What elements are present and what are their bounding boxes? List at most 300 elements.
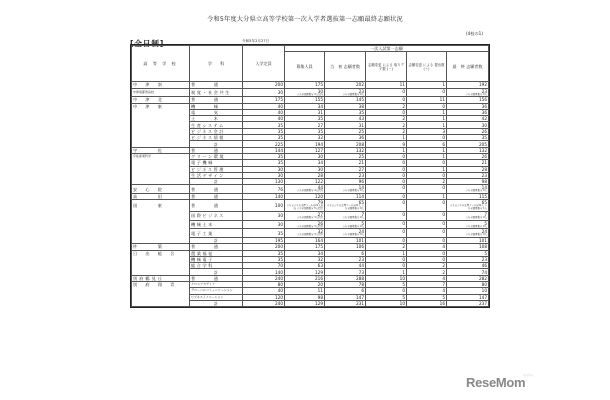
recruit-count: 175 xyxy=(285,82,325,88)
initial-applicants: 78 xyxy=(325,282,366,288)
recruit-count: 164 xyxy=(285,237,325,243)
withdraw-count: 0 xyxy=(366,109,407,115)
final-applicants xyxy=(447,229,489,238)
submit-count: 1 xyxy=(407,166,447,172)
school-name: 国 東 xyxy=(132,200,190,211)
submit-count: 6 xyxy=(407,141,447,147)
final-applicants-value: 65 xyxy=(481,200,487,206)
course-name: 電子工業 xyxy=(190,229,243,238)
initial-applicants xyxy=(325,229,366,238)
final-applicants: 205 xyxy=(447,141,489,147)
submit-count: 0 xyxy=(407,103,447,109)
capacity: 40 xyxy=(243,103,285,109)
page-number: (4校の1) xyxy=(466,31,483,36)
withdraw-count: 10 xyxy=(366,275,407,281)
recruit-count: 98 xyxy=(285,294,325,300)
recruit-count: 194 xyxy=(285,141,325,147)
final-applicants-value: 23 xyxy=(481,88,487,94)
recruit-count: 216 xyxy=(285,275,325,281)
submit-count: 0 xyxy=(407,185,447,194)
final-applicants: 36 xyxy=(447,109,489,115)
initial-applicants xyxy=(325,211,366,220)
course-name: クロスアカデミア xyxy=(190,282,243,288)
final-applicants-value: 5 xyxy=(484,220,487,226)
initial-applicants-value: 24 xyxy=(358,229,364,235)
course-name: ビジネスイノベーション xyxy=(190,294,243,300)
withdraw-count: 0 xyxy=(366,220,407,229)
withdraw-count: 0 xyxy=(366,172,407,178)
course-name: 機械土木 xyxy=(190,220,243,229)
initial-applicants: 101 xyxy=(325,237,366,243)
capacity: 120 xyxy=(243,294,285,300)
resemom-logo-sub: リセマム xyxy=(523,374,533,377)
initial-applicants: 38 xyxy=(325,103,366,109)
capacity: 100 xyxy=(243,200,285,211)
capacity: 35 xyxy=(243,122,285,128)
initial-applicants-note: うち全国募集分 0人 xyxy=(342,92,364,96)
final-applicants: 101 xyxy=(447,237,489,243)
final-applicants-value: 24 xyxy=(481,229,487,235)
submit-count: 0 xyxy=(407,200,447,211)
final-applicants-note: うち全国募集分 0人 xyxy=(465,215,487,219)
header-initial: 当 初 志願者数 xyxy=(325,52,366,82)
withdraw-count: 5 xyxy=(366,294,407,300)
final-applicants: 26 xyxy=(447,128,489,134)
withdraw-count: 0 xyxy=(366,229,407,238)
recruit-count xyxy=(285,229,325,238)
recruit-count: 122 xyxy=(285,179,325,185)
recruit-count: 30 xyxy=(285,153,325,159)
submit-count: 5 xyxy=(407,294,447,300)
table-row xyxy=(132,88,489,97)
capacity: 30 xyxy=(243,172,285,178)
school-name: 中 津 北 xyxy=(132,97,190,103)
course-name: 生活デザイン xyxy=(190,172,243,178)
capacity: 200 xyxy=(243,82,285,88)
recruit-count: 127 xyxy=(285,147,325,153)
initial-applicants: 145 xyxy=(325,97,366,103)
course-name: 電 気 xyxy=(190,109,243,115)
initial-applicants-value: 5 xyxy=(361,220,364,226)
final-applicants xyxy=(447,211,489,220)
course-name: 普 通 xyxy=(190,200,243,211)
section-label: [全日制] xyxy=(130,39,165,48)
initial-applicants-note: うち全国募集分 0人 xyxy=(342,224,364,228)
course-name: 普 通 xyxy=(190,97,243,103)
course-name: 普 通 xyxy=(190,185,243,194)
course-name: 土 木 xyxy=(190,116,243,122)
initial-applicants xyxy=(325,185,366,194)
submit-count: 4 xyxy=(407,244,447,250)
document-title: 令和5年度大分県立高等学校第一次入学者選抜第一志願最終志願状況 xyxy=(207,16,403,23)
final-applicants: 26 xyxy=(447,153,489,159)
submit-count: 0 xyxy=(407,250,447,256)
submit-count: 0 xyxy=(407,160,447,166)
final-applicants: 23 xyxy=(447,172,489,178)
school-name xyxy=(132,229,190,238)
recruit-count: 30 xyxy=(285,166,325,172)
final-applicants: 115 xyxy=(447,194,489,200)
recruit-count-value: 32 xyxy=(317,229,323,235)
school-name: 中 津 東 xyxy=(132,103,190,109)
withdraw-count: 0 xyxy=(366,194,407,200)
recruit-count-note: うち全国募集分 3人程度 xyxy=(296,224,323,228)
capacity: 30 xyxy=(243,88,285,97)
course-name: 普 通 xyxy=(190,147,243,153)
capacity: 70 xyxy=(243,263,285,269)
recruit-count-value: 26 xyxy=(317,220,323,226)
course-name: 総合学科 xyxy=(190,263,243,269)
recruit-count xyxy=(285,88,325,97)
capacity: 35 xyxy=(243,160,285,166)
capacity: 30 xyxy=(243,220,285,229)
recruit-count: 63 xyxy=(285,263,325,269)
course-name: 計 xyxy=(190,300,243,306)
final-applicants: 80 xyxy=(447,282,489,288)
recruit-count: 35 xyxy=(285,116,325,122)
submit-count: 1 xyxy=(407,122,447,128)
initial-applicants: 21 xyxy=(325,160,366,166)
course-name: 計 xyxy=(190,141,243,147)
course-name: 計 xyxy=(190,179,243,185)
withdraw-count: 2 xyxy=(366,116,407,122)
submit-count: 4 xyxy=(407,288,447,294)
header-submit: 志願変更 による 提出数 (＋) xyxy=(407,52,447,82)
course-name: ビジネス会計 xyxy=(190,128,243,134)
withdraw-count: 9 xyxy=(366,141,407,147)
withdraw-count: 0 xyxy=(366,97,407,103)
course-name: 農業福祉 xyxy=(190,250,243,256)
final-applicants: 21 xyxy=(447,160,489,166)
initial-applicants-note: うち全国募集分 0人 xyxy=(342,215,364,219)
initial-applicants: 147 xyxy=(325,294,366,300)
capacity: 175 xyxy=(243,97,285,103)
course-name: ビジネス管理 xyxy=(190,166,243,172)
initial-applicants: 27 xyxy=(325,166,366,172)
capacity: 144 xyxy=(243,147,285,153)
submit-count: 1 xyxy=(407,194,447,200)
submit-count: 4 xyxy=(407,275,447,281)
table-row xyxy=(132,185,489,194)
recruit-count-value: 44 xyxy=(317,185,323,191)
final-applicants: 98 xyxy=(447,179,489,185)
course-name: 国際ビジネス xyxy=(190,211,243,220)
recruit-count-value: 79 xyxy=(317,200,323,206)
recruit-count-note: うち全国募集分 3人程度 xyxy=(296,215,323,219)
final-applicants: 192 xyxy=(447,82,489,88)
final-applicants: 147 xyxy=(447,294,489,300)
course-name: 視覚・社会共生 xyxy=(190,88,243,97)
withdraw-count: 0 xyxy=(366,263,407,269)
recruit-count-note: うち全国募集分 4人程度 xyxy=(296,189,323,193)
recruit-count: 34 xyxy=(285,160,325,166)
initial-applicants-note: うちビジネス文理コース分21人 うち全国募集分 0人 xyxy=(326,204,364,211)
final-applicants xyxy=(447,200,489,211)
withdraw-count: 10 xyxy=(366,300,407,306)
capacity: 35 xyxy=(243,135,285,141)
capacity: 40 xyxy=(243,109,285,115)
initial-applicants: 23 xyxy=(325,256,366,262)
final-applicants: 74 xyxy=(447,269,489,275)
table-row xyxy=(132,211,489,220)
recruit-count-note: うち全国募集分 3人以内 xyxy=(296,92,323,96)
submit-count: 0 xyxy=(407,220,447,229)
withdraw-count: 1 xyxy=(366,250,407,256)
final-applicants xyxy=(447,185,489,194)
header-school: 高 等 学 校 xyxy=(132,46,190,82)
course-name: 生産システム xyxy=(190,122,243,128)
initial-applicants-value: 65 xyxy=(358,200,364,206)
course-name: ビジネス情報 xyxy=(190,135,243,141)
initial-applicants: 202 xyxy=(325,82,366,88)
initial-applicants-note: うち全国募集分 0人 xyxy=(342,189,364,193)
capacity: 30 xyxy=(243,211,285,220)
recruit-count: 34 xyxy=(285,103,325,109)
recruit-count-value: 30 xyxy=(317,88,323,94)
final-applicants: 10 xyxy=(447,288,489,294)
recruit-count xyxy=(285,200,325,211)
recruit-count: 129 xyxy=(285,300,325,306)
withdraw-count: 0 xyxy=(366,288,407,294)
school-name: 宇 佐 xyxy=(132,147,190,153)
recruit-count-note: うち全国募集分 3人程度 xyxy=(296,233,323,237)
withdraw-count: 5 xyxy=(366,282,407,288)
capacity: 30 xyxy=(243,166,285,172)
capacity: 240 xyxy=(243,300,285,306)
recruit-count xyxy=(285,185,325,194)
application-status-table xyxy=(131,45,489,307)
submit-count: 1 xyxy=(407,116,447,122)
initial-applicants-value: 7 xyxy=(361,211,364,217)
submit-count: 1 xyxy=(407,109,447,115)
recruit-count: 11 xyxy=(285,288,325,294)
capacity: 140 xyxy=(243,194,285,200)
initial-applicants: 25 xyxy=(325,128,366,134)
initial-applicants-value: 14 xyxy=(358,185,364,191)
withdraw-count: 2 xyxy=(366,244,407,250)
resemom-logo: ReseMom xyxy=(466,375,526,390)
initial-applicants: 208 xyxy=(325,141,366,147)
submit-count: 2 xyxy=(407,263,447,269)
initial-applicants: 44 xyxy=(325,263,366,269)
initial-applicants: 36 xyxy=(325,135,366,141)
school-name xyxy=(132,220,190,229)
course-name: 電子機械 xyxy=(190,160,243,166)
withdraw-count: 0 xyxy=(366,256,407,262)
submit-count: 0 xyxy=(407,211,447,220)
recruit-count: 32 xyxy=(285,135,325,141)
course-name: 機械電子 xyxy=(190,256,243,262)
submit-count: 1 xyxy=(407,82,447,88)
initial-applicants: 35 xyxy=(325,109,366,115)
withdraw-count: 1 xyxy=(366,269,407,275)
final-applicants: 23 xyxy=(447,256,489,262)
submit-count: 0 xyxy=(407,172,447,178)
withdraw-count: 0 xyxy=(366,153,407,159)
recruit-count: 32 xyxy=(285,256,325,262)
submit-count: 16 xyxy=(407,300,447,306)
capacity: 240 xyxy=(243,275,285,281)
submit-count: 2 xyxy=(407,269,447,275)
initial-applicants: 96 xyxy=(325,179,366,185)
course-name: 計 xyxy=(190,237,243,243)
submit-count: 7 xyxy=(407,282,447,288)
table-row xyxy=(132,229,489,238)
final-applicants: 108 xyxy=(447,244,489,250)
school-name: 宇佐産業科学 xyxy=(132,153,190,159)
final-applicants-value: 7 xyxy=(484,211,487,217)
final-applicants-value: 14 xyxy=(481,185,487,191)
recruit-count xyxy=(285,211,325,220)
capacity: 225 xyxy=(243,141,285,147)
submit-count: 11 xyxy=(407,97,447,103)
initial-applicants xyxy=(325,220,366,229)
final-applicants-note: うちビジネス文理コース分21人 うち全国募集分 1人 xyxy=(449,204,487,211)
submit-count: 1 xyxy=(407,147,447,153)
capacity: 130 xyxy=(243,179,285,185)
capacity: 35 xyxy=(243,229,285,238)
initial-applicants: 73 xyxy=(325,269,366,275)
initial-applicants: 31 xyxy=(325,122,366,128)
submit-count: 1 xyxy=(407,153,447,159)
course-name: グローバルコミュニケーション xyxy=(190,288,243,294)
course-name: 普 通 xyxy=(190,82,243,88)
withdraw-count: 0 xyxy=(366,166,407,172)
final-applicants: 237 xyxy=(447,300,489,306)
initial-applicants: 231 xyxy=(325,300,366,306)
withdraw-count: 1 xyxy=(366,135,407,141)
capacity: 40 xyxy=(243,116,285,122)
withdraw-count: 0 xyxy=(366,211,407,220)
final-applicants: 5 xyxy=(447,250,489,256)
school-name: 中 津 南 xyxy=(132,82,190,88)
withdraw-count: 0 xyxy=(366,185,407,194)
school-name: 別 府 翔 青 xyxy=(132,282,190,288)
recruit-count: 31 xyxy=(285,109,325,115)
initial-applicants-note: うち全国募集分 0人 xyxy=(342,233,364,237)
submit-count: 0 xyxy=(407,88,447,97)
recruit-count-note: うちビジネス文理コース分21人以内 うち全国募集分 5人程度 xyxy=(286,204,323,211)
capacity: 35 xyxy=(243,153,285,159)
initial-applicants: 6 xyxy=(325,288,366,294)
withdraw-count: 0 xyxy=(366,88,407,97)
school-name: 中津南耶馬渓校 xyxy=(132,88,190,97)
capacity: 76 xyxy=(243,185,285,194)
initial-applicants: 25 xyxy=(325,153,366,159)
capacity: 40 xyxy=(243,288,285,294)
submit-count: 3 xyxy=(407,128,447,134)
document-date: 令和5年2月27日 xyxy=(242,39,270,43)
recruit-count-value: 27 xyxy=(317,211,323,217)
capacity: 200 xyxy=(243,244,285,250)
final-applicants-note: うち全国募集分 0人 xyxy=(465,189,487,193)
recruit-count: 120 xyxy=(285,194,325,200)
final-applicants: 35 xyxy=(447,135,489,141)
capacity: 35 xyxy=(243,256,285,262)
initial-applicants: 106 xyxy=(325,244,366,250)
initial-applicants: 132 xyxy=(325,147,366,153)
initial-applicants-value: 23 xyxy=(358,88,364,94)
school-name: 高 田 xyxy=(132,194,190,200)
final-applicants-note: うち全国募集分 0人 xyxy=(465,233,487,237)
withdraw-count: 2 xyxy=(366,103,407,109)
recruit-count: 129 xyxy=(285,269,325,275)
header-course: 学 科 xyxy=(190,46,243,82)
withdraw-count: 1 xyxy=(366,147,407,153)
capacity: 35 xyxy=(243,128,285,134)
capacity: 80 xyxy=(243,282,285,288)
recruit-count: 35 xyxy=(285,128,325,134)
final-applicants: 28 xyxy=(447,166,489,172)
final-applicants-note: うち全国募集分 0人 xyxy=(465,224,487,228)
initial-applicants: 23 xyxy=(325,172,366,178)
capacity: 35 xyxy=(243,250,285,256)
recruit-count: 175 xyxy=(285,244,325,250)
withdraw-count: 0 xyxy=(366,200,407,211)
initial-applicants: 114 xyxy=(325,194,366,200)
school-name: 日 出 総 合 xyxy=(132,250,190,256)
school-name: 杵 築 xyxy=(132,244,190,250)
withdraw-count: 2 xyxy=(366,122,407,128)
initial-applicants: 6 xyxy=(325,250,366,256)
initial-applicants: 43 xyxy=(325,116,366,122)
withdraw-count: 2 xyxy=(366,128,407,134)
final-applicants: 132 xyxy=(447,147,489,153)
submit-count: 0 xyxy=(407,256,447,262)
table-row xyxy=(132,200,489,211)
final-applicants: 46 xyxy=(447,263,489,269)
final-applicants-note: うち全国募集分 0人 xyxy=(465,92,487,96)
school-name: 安 心 院 xyxy=(132,185,190,194)
final-applicants: 30 xyxy=(447,122,489,128)
header-capacity: 入学定員 xyxy=(243,46,285,82)
withdraw-count: 0 xyxy=(366,179,407,185)
initial-applicants xyxy=(325,88,366,97)
final-applicants: 156 xyxy=(447,97,489,103)
header-recruit: 募集人員 xyxy=(285,52,325,82)
school-name: 別府鶴見丘 xyxy=(132,275,190,281)
withdraw-count: 11 xyxy=(366,82,407,88)
final-applicants: 36 xyxy=(447,103,489,109)
header-final: 最 終 志願者数 xyxy=(447,52,489,82)
final-applicants xyxy=(447,220,489,229)
initial-applicants xyxy=(325,200,366,211)
submit-count: 0 xyxy=(407,229,447,238)
withdraw-count: 0 xyxy=(366,237,407,243)
withdraw-count: 0 xyxy=(366,160,407,166)
course-name: 普 通 xyxy=(190,194,243,200)
course-name: 計 xyxy=(190,269,243,275)
final-applicants xyxy=(447,88,489,97)
recruit-count: 27 xyxy=(285,122,325,128)
recruit-count: 155 xyxy=(285,97,325,103)
course-name: 普 通 xyxy=(190,275,243,281)
table-row xyxy=(132,220,489,229)
header-first-round: 一次入試第一志願 xyxy=(285,46,489,52)
school-name xyxy=(132,300,190,306)
final-applicants: 282 xyxy=(447,275,489,281)
table-row-total xyxy=(132,300,489,306)
recruit-count: 34 xyxy=(285,250,325,256)
course-name: 機 械 xyxy=(190,103,243,109)
recruit-count: 20 xyxy=(285,282,325,288)
submit-count: 0 xyxy=(407,135,447,141)
recruit-count xyxy=(285,220,325,229)
header-withdraw: 志願変更 による 取りデゲ数 (－) xyxy=(366,52,407,82)
capacity: 195 xyxy=(243,237,285,243)
course-name: グリーン環境 xyxy=(190,153,243,159)
final-applicants: 42 xyxy=(447,116,489,122)
